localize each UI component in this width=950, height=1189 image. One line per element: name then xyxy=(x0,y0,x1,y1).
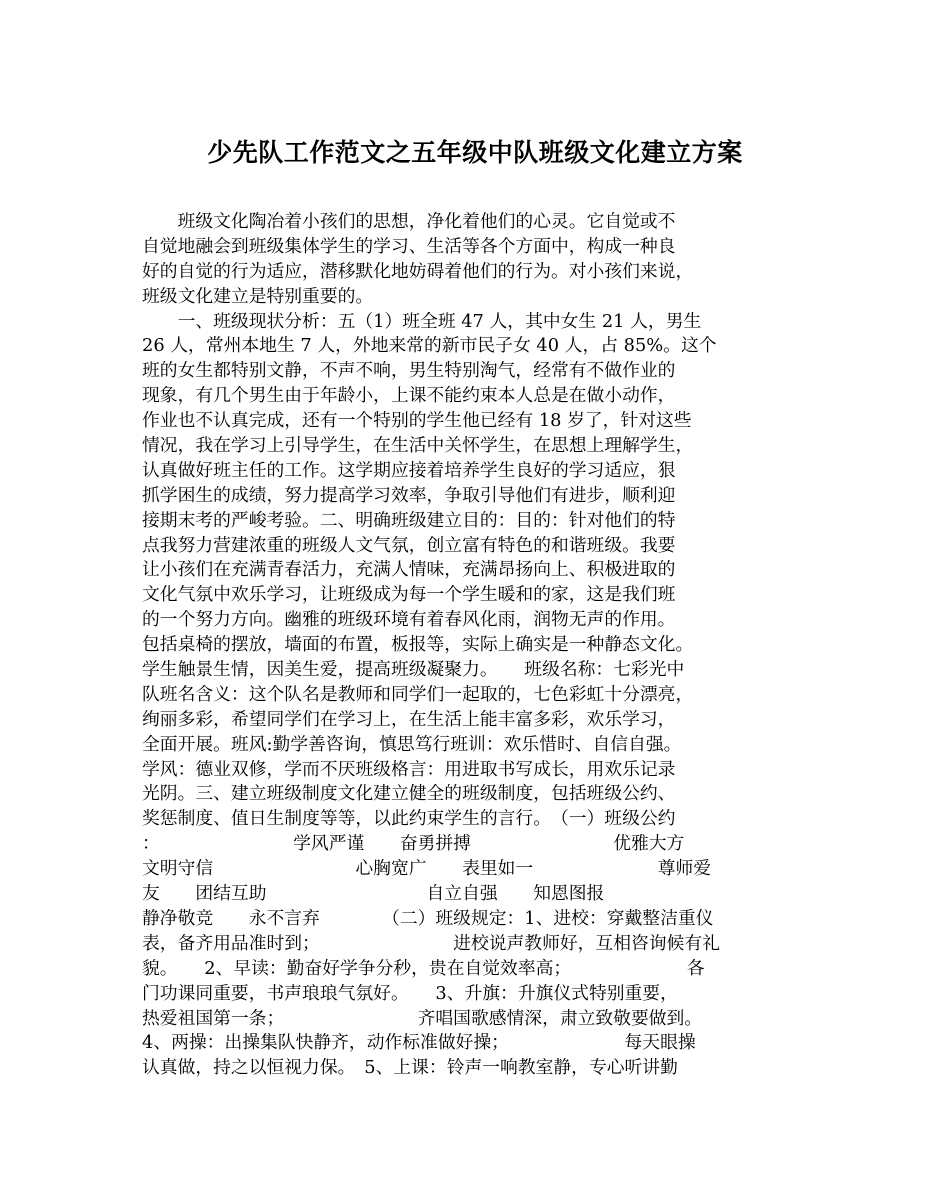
body-line: 班级文化建立是特别重要的。 xyxy=(142,285,374,307)
body-line: 自觉地融会到班级集体学生的学习、生活等各个方面中，构成一种良 xyxy=(142,235,676,257)
body-line: 静净敬竞 永不言弃 （二）班级规定：1、进校：穿戴整洁重仪 xyxy=(142,907,714,929)
body-line: 班的女生都特别文静，不声不响，男生特别淘气，经常有不做作业的 xyxy=(142,360,676,382)
body-line: 作业也不认真完成，还有一个特别的学生他已经有 18 岁了，针对这些 xyxy=(142,410,692,432)
body-line: 认真做，持之以恒视力保。 5、上课：铃声一响教室静，专心听讲勤 xyxy=(142,1057,678,1079)
body-line: 好的自觉的行为适应，潜移默化地妨碍着他们的行为。对小孩们来说， xyxy=(142,260,694,282)
body-line: 全面开展。班风:勤学善咨询，慎思笃行班训：欢乐惜时、自信自强。 xyxy=(142,733,682,755)
body-line: 友 团结互助 自立自强 知恩图报 xyxy=(142,883,605,905)
body-line: 队班名含义：这个队名是教师和同学们一起取的，七色彩虹十分漂亮， xyxy=(142,683,694,705)
body-line: ： 学风严谨 奋勇拼搏 优雅大方 xyxy=(142,833,685,855)
body-line: 让小孩们在充满青春活力，充满人情味，充满昂扬向上、积极进取的 xyxy=(142,559,676,581)
body-line: 的一个努力方向。幽雅的班级环境有着春风化雨，润物无声的作用。 xyxy=(142,609,676,631)
body-line: 班级文化陶冶着小孩们的思想，净化着他们的心灵。它自觉或不 xyxy=(142,211,676,232)
body-line: 学风：德业双修，学而不厌班级格言：用进取书写成长，用欢乐记录 xyxy=(142,758,676,780)
body-line: 一、班级现状分析：五（1）班全班 47 人，其中女生 21 人，男生 xyxy=(142,310,702,332)
body-line: 文明守信 心胸宽广 表里如一 尊师爱 xyxy=(142,858,712,880)
body-line: 接期末考的严峻考验。二、明确班级建立目的：目的：针对他们的特 xyxy=(142,509,676,531)
body-line: 包括桌椅的摆放，墙面的布置，板报等，实际上确实是一种静态文化。 xyxy=(142,634,694,656)
body-line: 认真做好班主任的工作。这学期应接着培养学生良好的学习适应，狠 xyxy=(142,459,676,481)
body-line: 表，备齐用品准时到； 进校说声教师好，互相咨询候有礼 xyxy=(142,932,720,954)
body-line: 文化气氛中欢乐学习，让班级成为每一个学生暖和的家，这是我们班 xyxy=(142,584,676,606)
body-line: 热爱祖国第一条； 齐唱国歌感情深，肃立致敬要做到。 xyxy=(142,1007,703,1029)
document-title: 少先队工作范文之五年级中队班级文化建立方案 xyxy=(207,138,743,167)
body-line: 情况，我在学习上引导学生，在生活中关怀学生，在思想上理解学生， xyxy=(142,435,694,457)
body-line: 现象，有几个男生由于年龄小，上课不能约束本人总是在做小动作， xyxy=(142,385,676,407)
body-line: 奖惩制度、值日生制度等等，以此约束学生的言行。 （一）班级公约 xyxy=(142,808,676,830)
body-line: 光阴。三、建立班级制度文化建立健全的班级制度，包括班级公约、 xyxy=(142,783,676,805)
body-line: 抓学困生的成绩，努力提高学习效率，争取引导他们有进步，顺利迎 xyxy=(142,484,676,506)
body-line: 学生触景生情，因美生爱，提高班级凝聚力。 班级名称：七彩光中 xyxy=(142,659,685,681)
document-body xyxy=(142,210,822,1081)
body-line: 门功课同重要，书声琅琅气氛好。 3、升旗：升旗仪式特别重要， xyxy=(142,982,678,1004)
body-line: 貌。 2、早读：勤奋好学争分秒，贵在自觉效率高； 各 xyxy=(142,957,705,979)
body-line: 4、两操：出操集队快静齐，动作标准做好操； 每天眼操 xyxy=(142,1032,696,1054)
body-line: 绚丽多彩，希望同学们在学习上，在生活上能丰富多彩，欢乐学习， xyxy=(142,708,676,730)
body-line: 26 人，常州本地生 7 人，外地来常的新市民子女 40 人，占 85%。这个 xyxy=(142,335,717,357)
body-line: 点我努力营建浓重的班级人文气氛，创立富有特色的和谐班级。我要 xyxy=(142,534,676,556)
